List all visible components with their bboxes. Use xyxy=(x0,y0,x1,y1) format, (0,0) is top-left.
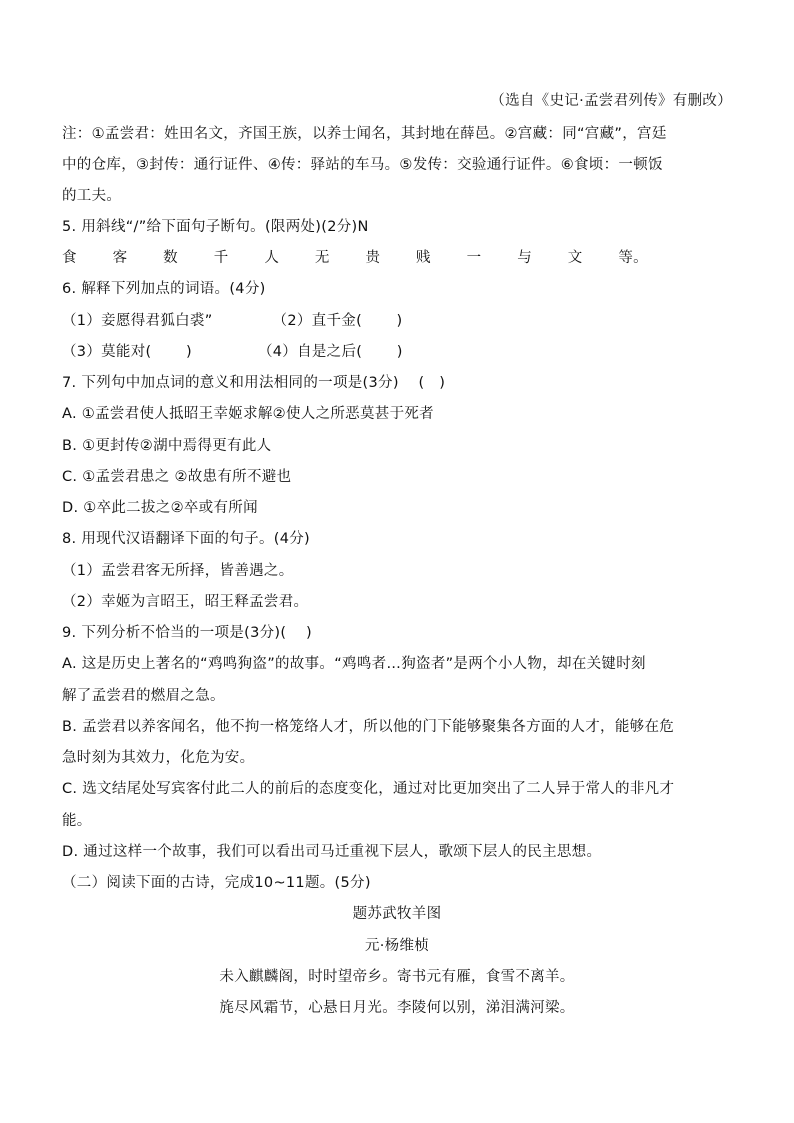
sentence-char: 等。 xyxy=(618,250,648,266)
q7-option-a: A. ①孟尝君使人抵昭王幸姬求解②使人之所恶莫甚于死者 xyxy=(62,406,434,422)
sentence-char: 客 xyxy=(112,250,128,266)
question-6-title: 6. 解释下列加点的词语。(4分) xyxy=(62,281,266,297)
source-citation: （选自《史记·孟尝君列传》有删改） xyxy=(490,93,732,109)
q6-item-1: （1）妾愿得君狐白裘” xyxy=(62,313,213,329)
q9-option-c-line-2: 能。 xyxy=(62,813,92,829)
sentence-char: 食 xyxy=(62,250,77,266)
sentence-char: 千 xyxy=(213,250,229,266)
poem-author: 元·杨维桢 xyxy=(364,938,430,954)
notes-line-2: 中的仓库，③封传：通行证件、④传：驿站的车马。⑤发传：交验通行证件。⑥食顷：一顿饭 xyxy=(62,157,663,173)
q9-option-a-line-2: 解了孟尝君的燃眉之急。 xyxy=(62,688,225,704)
question-7-title: 7. 下列句中加点词的意义和用法相同的一项是(3分) ( ) xyxy=(62,375,446,391)
sentence-char: 文 xyxy=(567,250,583,266)
q8-sentence-2: （2）幸姬为言昭王，昭王释孟尝君。 xyxy=(62,594,309,610)
q7-option-b: B. ①更封传②湖中焉得更有此人 xyxy=(62,438,272,454)
q9-option-b-line-1: B. 孟尝君以养客闻名，他不拘一格笼络人才，所以他的门下能够聚集各方面的人才，能够在危 xyxy=(62,719,675,735)
poem-line-2: 旄尽风霜节，心悬日月光。李陵何以别，涕泪满河梁。 xyxy=(219,1000,575,1016)
sentence-char: 人 xyxy=(264,250,280,266)
q9-option-a-line-1: A. 这是历史上著名的“鸡鸣狗盗”的故事。“鸡鸣者…狗盗者”是两个小人物，却在关键时刻 xyxy=(62,656,646,672)
question-9-title: 9. 下列分析不恰当的一项是(3分)( ) xyxy=(62,625,313,641)
question-6-row-1 xyxy=(62,311,732,331)
section-2-title: （二）阅读下面的古诗，完成10~11题。(5分) xyxy=(62,875,371,891)
question-5-sentence xyxy=(62,248,648,268)
sentence-char: 无 xyxy=(314,250,330,266)
question-8-title: 8. 用现代汉语翻译下面的句子。(4分) xyxy=(62,531,310,547)
poem-title: 题苏武牧羊图 xyxy=(352,906,442,922)
sentence-char: 与 xyxy=(517,250,533,266)
sentence-char: 数 xyxy=(163,250,178,266)
sentence-char: 贱 xyxy=(416,250,431,266)
q7-option-c: C. ①孟尝君患之 ②故患有所不避也 xyxy=(62,469,292,485)
q9-option-d: D. 通过这样一个故事，我们可以看出司马迁重视下层人，歌颂下层人的民主思想。 xyxy=(62,844,602,860)
sentence-char: 贵 xyxy=(365,250,381,266)
q9-option-c-line-1: C. 选文结尾处写宾客付此二人的前后的态度变化，通过对比更加突出了二人异于常人的非凡才 xyxy=(62,781,675,797)
poem-line-1: 未入麒麟阁，时时望帝乡。寄书元有雁，食雪不离羊。 xyxy=(219,969,575,985)
q6-item-2: （2）直千金( ) xyxy=(272,313,403,329)
q6-item-3: （3）莫能对( ) xyxy=(62,344,192,360)
notes-line-3: 的工夫。 xyxy=(62,188,122,204)
q7-option-d: D. ①卒此二拔之②卒或有所闻 xyxy=(62,500,258,516)
q9-option-b-line-2: 急时刻为其效力，化危为安。 xyxy=(62,750,255,766)
question-6-row-2 xyxy=(62,342,732,362)
q6-item-4: （4）自是之后( ) xyxy=(257,344,403,360)
q8-sentence-1: （1）孟尝君客无所择，皆善遇之。 xyxy=(62,563,294,579)
notes-line-1: 注：①孟尝君：姓田名文，齐国王族，以养士闻名，其封地在薛邑。②宫藏：同“宫藏”，宫廷 xyxy=(62,126,667,142)
sentence-char: 一 xyxy=(466,250,482,266)
question-5-title: 5. 用斜线“/”给下面句子断句。(限两处)(2分)N xyxy=(62,219,369,235)
